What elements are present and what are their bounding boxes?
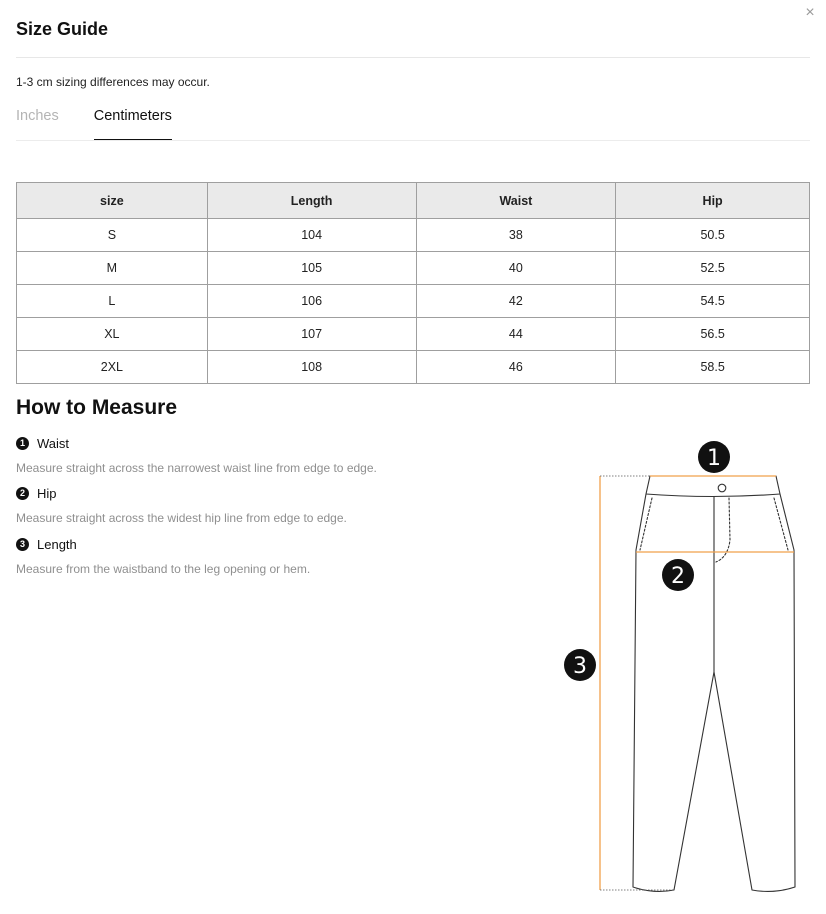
table-header-row	[17, 183, 810, 219]
column-header-waist: Waist	[416, 183, 616, 219]
column-header-hip: Hip	[616, 183, 810, 219]
table-cell: 2XL	[17, 351, 208, 384]
table-cell: 50.5	[616, 219, 810, 252]
table-cell: 58.5	[616, 351, 810, 384]
step-description: Measure straight across the widest hip line from edge to edge.	[16, 511, 347, 525]
step-hip	[16, 486, 57, 501]
table-row	[17, 252, 810, 285]
svg-text:3: 3	[573, 654, 587, 679]
table-cell: XL	[17, 318, 208, 351]
step-waist	[16, 436, 69, 451]
table-row	[17, 318, 810, 351]
step-label: Hip	[37, 486, 57, 501]
unit-tabs	[16, 104, 207, 141]
svg-text:2: 2	[671, 564, 685, 589]
step-label: Length	[37, 537, 77, 552]
table-cell: 104	[207, 219, 416, 252]
page-title: Size Guide	[16, 19, 109, 39]
marker-three-icon	[564, 649, 596, 681]
marker-two-icon	[662, 559, 694, 591]
table-cell: 54.5	[616, 285, 810, 318]
table-cell: 42	[416, 285, 616, 318]
table-cell: 108	[207, 351, 416, 384]
number-three-icon: 3	[16, 538, 29, 551]
how-to-measure-heading: How to Measure	[16, 396, 178, 419]
close-icon[interactable]: ×	[805, 4, 815, 21]
column-header-size: size	[17, 183, 208, 219]
step-description: Measure from the waistband to the leg opening or hem.	[16, 562, 311, 576]
table-cell: S	[17, 219, 208, 252]
table-cell: 38	[416, 219, 616, 252]
table-row	[17, 219, 810, 252]
table-cell: 46	[416, 351, 616, 384]
step-label: Waist	[37, 436, 70, 451]
table-cell: 107	[207, 318, 416, 351]
table-cell: 40	[416, 252, 616, 285]
table-cell: 105	[207, 252, 416, 285]
tab-centimeters[interactable]: Centimeters	[94, 104, 172, 141]
step-description: Measure straight across the narrowest waist line from edge to edge.	[16, 461, 377, 475]
tabs-divider	[16, 140, 810, 141]
svg-text:1: 1	[707, 446, 721, 471]
number-one-icon: 1	[16, 437, 29, 450]
table-cell: 52.5	[616, 252, 810, 285]
column-header-length: Length	[207, 183, 416, 219]
table-cell: L	[17, 285, 208, 318]
step-length	[16, 537, 77, 552]
table-row	[17, 351, 810, 384]
header-divider	[16, 57, 810, 58]
table-cell: 44	[416, 318, 616, 351]
table-cell: M	[17, 252, 208, 285]
table-row	[17, 285, 810, 318]
sizing-note: 1-3 cm sizing differences may occur.	[16, 75, 210, 89]
number-two-icon: 2	[16, 487, 29, 500]
tab-inches[interactable]: Inches	[16, 108, 59, 124]
pants-measurement-diagram	[556, 432, 810, 902]
table-cell: 56.5	[616, 318, 810, 351]
size-table	[16, 182, 810, 384]
table-cell: 106	[207, 285, 416, 318]
marker-one-icon	[698, 441, 730, 473]
